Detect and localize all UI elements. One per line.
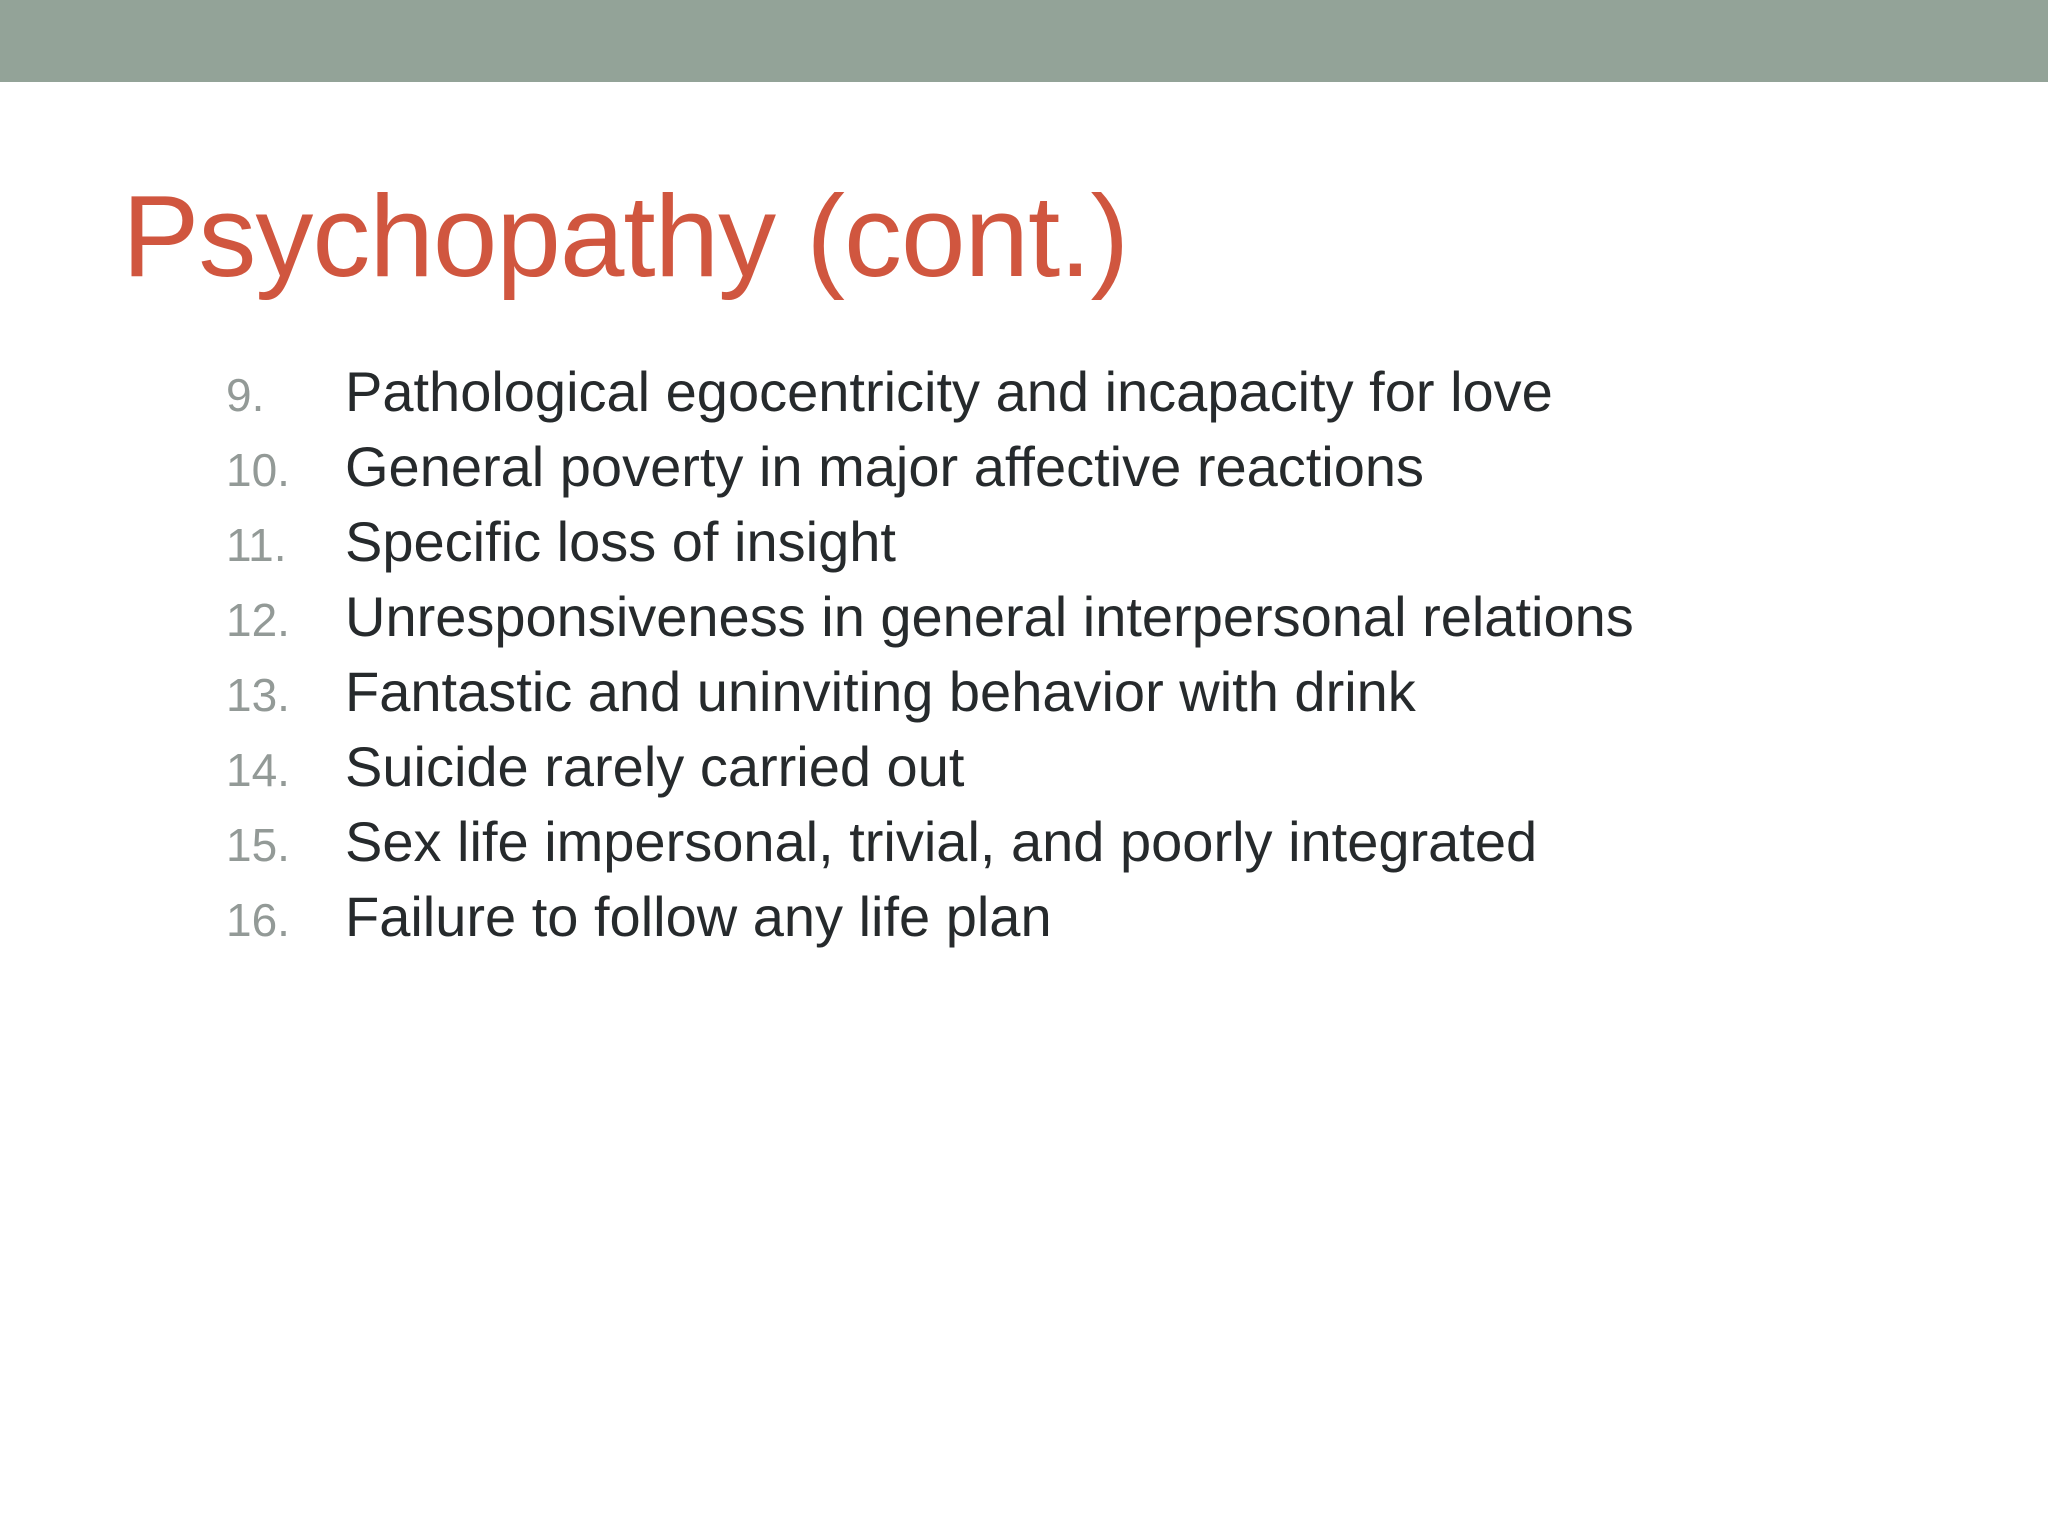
list-item [226,584,1634,659]
list-item-number: 10. [226,444,290,496]
list-item-number: 9. [226,369,265,421]
list-item [226,509,1634,584]
list-item-number: 12. [226,594,290,646]
list-item [226,884,1634,959]
list-item-number: 11. [226,519,287,571]
list-item [226,359,1634,434]
slide-title: Psychopathy (cont.) [122,171,1129,301]
list-item-number: 14. [226,744,290,796]
list-item-text: Specific loss of insight [345,510,896,573]
numbered-list [226,359,1634,959]
list-item [226,734,1634,809]
list-item-text: Sex life impersonal, trivial, and poorly integrated [345,810,1538,873]
list-item-text: Pathological egocentricity and incapacity for love [345,360,1553,423]
list-item-number: 16. [226,894,290,946]
list-item-number: 15. [226,819,290,871]
list-item [226,809,1634,884]
list-item-text: Fantastic and uninviting behavior with drink [345,660,1416,723]
list-item-text: General poverty in major affective reactions [345,435,1425,498]
list-item-text: Failure to follow any life plan [345,885,1052,948]
list-item [226,434,1634,509]
list-item-text: Unresponsiveness in general interpersonal relations [345,585,1634,648]
list-item-text: Suicide rarely carried out [345,735,965,798]
top-accent-bar [0,0,2048,82]
list-item-number: 13. [226,669,290,721]
list-item [226,659,1634,734]
